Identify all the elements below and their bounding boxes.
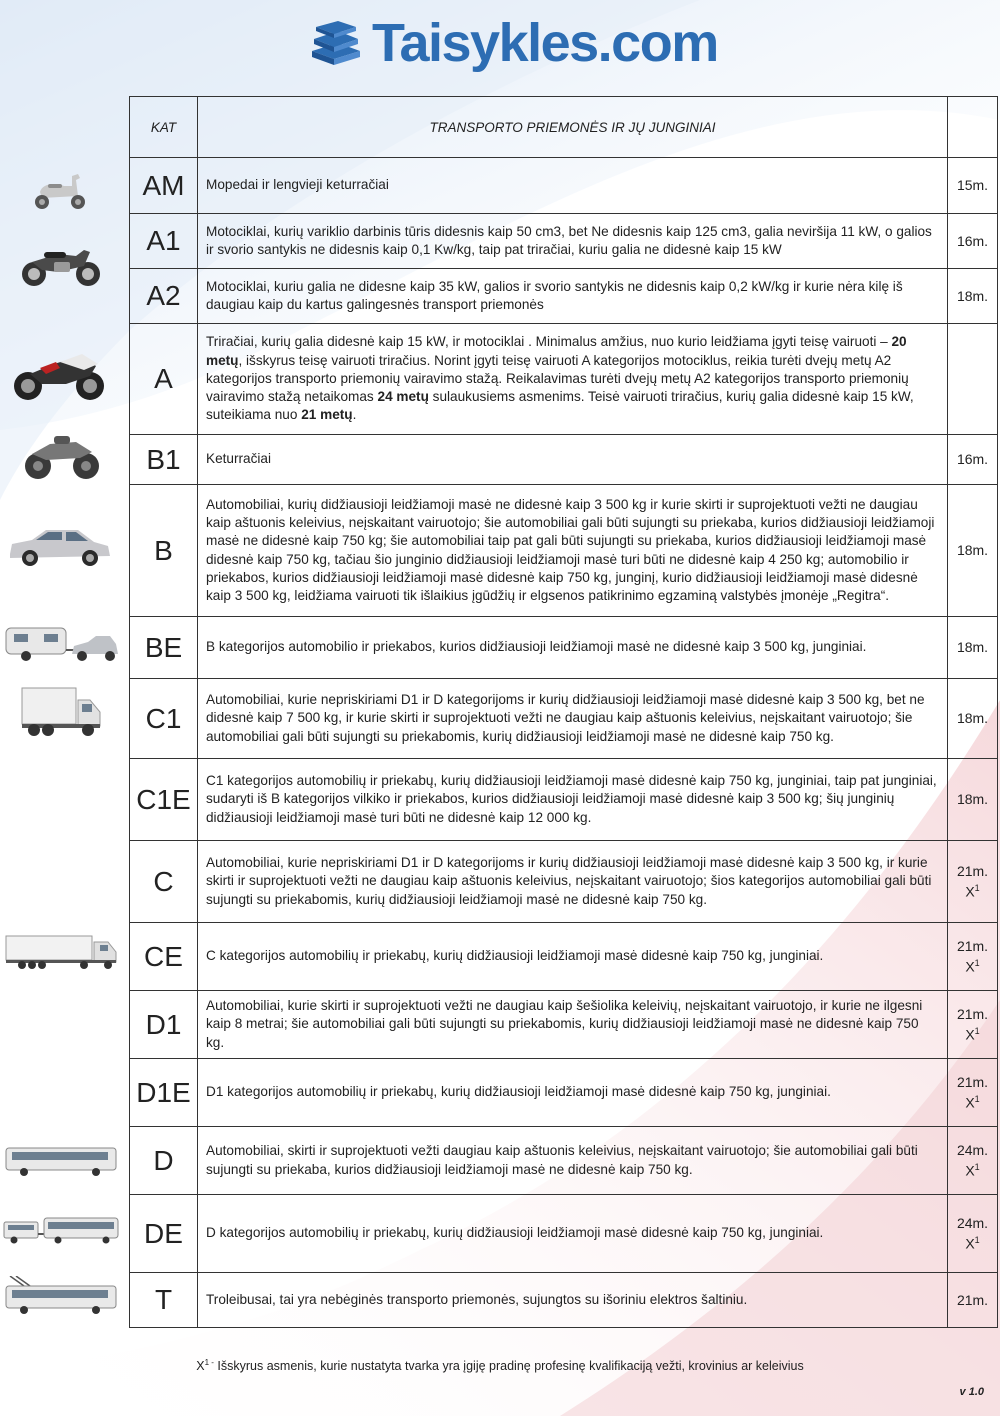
exception-superscript: 1	[974, 1025, 980, 1036]
age-value: 18m.	[956, 791, 989, 807]
car-caravan-icon	[4, 624, 120, 664]
bus-icon	[4, 1146, 118, 1178]
exception-superscript: 1	[974, 1161, 980, 1172]
age-value: 21m.	[956, 937, 989, 954]
category-description: Mopedai ir lengvieji keturračiai	[198, 158, 948, 214]
minimum-age	[948, 1059, 998, 1127]
category-code: DE	[130, 1195, 198, 1273]
category-description: D1 kategorijos automobilių ir priekabų, kurių didžiausioji leidžiamoji masė didesnė kaip 750 kg, junginiai.	[198, 1059, 948, 1127]
brand-logo[interactable]	[308, 10, 718, 76]
age-value: 21m.	[956, 1005, 989, 1022]
exception-marker: X	[965, 958, 975, 975]
footnote-text: Išskyrus asmenis, kurie nustatyta tvarka yra įgiję pradinę profesinę kvalifikaciją vežti, krovinius ar keleivius	[213, 1359, 804, 1374]
table-row	[130, 485, 998, 617]
quad-icon	[20, 432, 104, 482]
table-row	[130, 1127, 998, 1195]
category-description: Automobiliai, kurie skirti ir suprojektuoti vežti ne daugiau kaip šešiolika keleivių, neįskaitant vairuotojo, ir kurie ne ilgesni kaip 8 metrai; šie automobiliai gali būti sujungti su priekabomis, kurių didžiausioji leidžiamoji masė ne didesnė kaip 750 kg.	[198, 991, 948, 1059]
exception-marker: X	[965, 1162, 975, 1179]
motorcycle-icon	[18, 240, 104, 290]
category-description: C kategorijos automobilių ir priekabų, kurių didžiausioji leidžiamoji masė didesnė kaip 750 kg, junginiai.	[198, 923, 948, 991]
description-text: .	[352, 407, 357, 423]
category-code: AM	[130, 158, 198, 214]
table-row	[130, 1059, 998, 1127]
semi-truck-icon	[4, 934, 118, 970]
minimum-age	[948, 324, 998, 435]
minimum-age	[948, 435, 998, 485]
exception-superscript: 1	[974, 1234, 980, 1245]
table-row	[130, 841, 998, 923]
table-row	[130, 158, 998, 214]
category-description: Motociklai, kuriu galia ne didesne kaip 35 kW, galios ir svorio santykis ne didesnis kaip 0,2 kW/kg ir kurie nėra kilę iš daugiau kaip du kartus galingesnės transport priemonės	[198, 269, 948, 324]
minimum-age	[948, 1195, 998, 1273]
table-header-row	[130, 97, 998, 158]
table-row	[130, 1273, 998, 1328]
category-code: C	[130, 841, 198, 923]
category-description: B kategorijos automobilio ir priekabos, kurios didžiausioji leidžiamoji masė ne didesnė kaip 3 500 kg, junginiai.	[198, 617, 948, 679]
minimum-age	[948, 759, 998, 841]
age-value: 18m.	[956, 639, 989, 655]
category-code: D1E	[130, 1059, 198, 1127]
description-text: sulaukusiems asmenims. Teisė vairuoti triračius, kurių galia didesnė kaip 15 kW, suteikiama nuo	[206, 389, 914, 423]
category-code: CE	[130, 923, 198, 991]
brand-name: Taisykles.com	[372, 13, 718, 73]
age-value: 15m.	[956, 177, 989, 193]
minimum-age	[948, 269, 998, 324]
header-category: KAT	[130, 97, 198, 158]
category-description: Automobiliai, kurių didžiausioji leidžiamoji masė ne didesnė kaip 3 500 kg ir kurie skirti ir suprojektuoti vežti ne daugiau kaip aštuonis keleivius, neįskaitant vairuotojo; šie automobiliai gali būti sujungti su priekaba, kurios didžiausioji leidžiamoji masė ne didesnė kaip 750 kg; šie automobiliai taip pat gali būti sujungti su priekaba, kurios didžiausioji leidžiamoji masė didesnė kaip 750 kg, tačiau šio junginio didžiausioji leidžiamoji masė turi būti ne didesnė kaip 4 250 kg; automobilio ir priekabos, kurios didžiausioji leidžiamoji masė didesnė kaip 750 kg, junginį, kurio didžiausioji leidžiamoji masė didesnė kaip 3 500 kg, leidžiama vairuoti tik išlaikius įgūdžių ir elgsenos patikrinimo egzaminą valstybės įmonėje „Regitra“.	[198, 485, 948, 617]
description-emphasis: 21 metų	[301, 407, 353, 423]
minimum-age	[948, 679, 998, 759]
age-value: 18m.	[956, 287, 989, 304]
age-value: 16m.	[956, 232, 989, 249]
age-value: 18m.	[956, 710, 989, 726]
age-value: 18m.	[956, 542, 989, 558]
age-value: 21m.	[956, 862, 989, 879]
exception-superscript: 1	[974, 957, 980, 968]
category-code: D	[130, 1127, 198, 1195]
age-value: 21m.	[956, 1073, 989, 1090]
age-value: 16m.	[956, 451, 989, 467]
minimum-age	[948, 617, 998, 679]
header-age	[948, 97, 998, 158]
category-description: D kategorijos automobilių ir priekabų, kurių didžiausioji leidžiamoji masė didesnė kaip 750 kg, junginiai.	[198, 1195, 948, 1273]
exception-marker: X	[965, 1094, 975, 1111]
minimum-age	[948, 485, 998, 617]
header-description: TRANSPORTO PRIEMONĖS IR JŲ JUNGINIAI	[198, 97, 948, 158]
exception-marker: X	[965, 1235, 975, 1252]
trolleybus-icon	[4, 1276, 118, 1316]
category-description	[198, 324, 948, 435]
table-row	[130, 269, 998, 324]
category-code: D1	[130, 991, 198, 1059]
category-description: Automobiliai, skirti ir suprojektuoti vežti daugiau kaip aštuonis keleivius, neįskaitant vairuotojo; šie automobiliai gali būti sujungti su priekaba, kurios didžiausioji leidžiamoji masė ne didesnė kaip 750 kg.	[198, 1127, 948, 1195]
table-row	[130, 759, 998, 841]
category-code: A1	[130, 214, 198, 269]
minimum-age	[948, 1273, 998, 1328]
minimum-age	[948, 923, 998, 991]
table-row	[130, 435, 998, 485]
footnote-superscript: 1 -	[204, 1358, 214, 1367]
minimum-age	[948, 841, 998, 923]
category-code: B1	[130, 435, 198, 485]
age-value: 21m.	[956, 1291, 989, 1308]
minimum-age	[948, 158, 998, 214]
category-description: C1 kategorijos automobilių ir priekabų, kurių didžiausioji leidžiamoji masė didesnė kaip 750 kg, junginiai, taip pat junginiai, sudaryti iš B kategorijos vilkiko ir priekabos, kurios didžiausioji leidžiamoji masė didesnė kaip 3 500 kg; šių junginių didžiausioji leidžiamoji masė turi būti ne didesnė kaip 12 000 kg.	[198, 759, 948, 841]
category-description: Keturračiai	[198, 435, 948, 485]
books-icon	[308, 21, 364, 65]
truck-icon	[20, 684, 102, 740]
sport-motorcycle-icon	[10, 346, 108, 404]
minimum-age	[948, 1127, 998, 1195]
category-code: A2	[130, 269, 198, 324]
category-code: BE	[130, 617, 198, 679]
exception-superscript: 1	[974, 1093, 980, 1104]
description-emphasis: 20 metų	[206, 334, 907, 368]
bus-trailer-icon	[2, 1216, 120, 1246]
category-code: C1E	[130, 759, 198, 841]
exception-superscript: 1	[974, 882, 980, 893]
category-code: C1	[130, 679, 198, 759]
minimum-age	[948, 991, 998, 1059]
scooter-icon	[28, 170, 92, 212]
category-description: Motociklai, kurių variklio darbinis tūris didesnis kaip 50 cm3, bet Ne didesnis kaip 125 cm3, galia neviršija 11 kW, o galios ir svorio santykis ne didesnis kaip 0,1 Kw/kg, taip pat triračiai, kuriu galia ne didesnė kaip 15 kW	[198, 214, 948, 269]
table-row	[130, 991, 998, 1059]
car-icon	[6, 522, 114, 570]
table-row	[130, 617, 998, 679]
category-description: Automobiliai, kurie nepriskiriami D1 ir D kategorijoms ir kurių didžiausioji leidžiamoji masė didesnė kaip 3 500 kg, ir kurie skirti ir suprojektuoti vežti ne daugiau kaip aštuonis keleivius, neįskaitant vairuotojo; šios kategorijos automobiliai gali būti sujungti su priekabomis, kurių didžiausioji leidžiamoji masė ne didesnė kaip 750 kg.	[198, 841, 948, 923]
categories-table	[129, 96, 998, 1328]
table-row	[130, 679, 998, 759]
description-text: Triračiai, kurių galia didesnė kaip 15 kW, ir motociklai . Minimalus amžius, nuo kurio leidžiama įgyti teisę vairuoti –	[206, 334, 892, 350]
minimum-age	[948, 214, 998, 269]
table-row	[130, 923, 998, 991]
category-code: A	[130, 324, 198, 435]
exception-marker: X	[965, 1026, 975, 1043]
footnote-marker: X	[196, 1359, 205, 1374]
table-row	[130, 324, 998, 435]
table-row	[130, 1195, 998, 1273]
footnote	[0, 1358, 1000, 1373]
table-row	[130, 214, 998, 269]
description-emphasis: 24 metų	[377, 389, 429, 405]
description-text: , išskyrus teisę vairuoti triračius. Norint įgyti teisę vairuoti A kategorijos motociklus, reikia turėti dvejų metų A2 kategorijos transporto priemonių vairavimo stažą. Reikalavimas turėti dvejų metų A2 kategorijos transporto priemonių vairavimo stažą netaikomas	[206, 352, 909, 405]
category-description: Automobiliai, kurie nepriskiriami D1 ir D kategorijoms ir kurių didžiausioji leidžiamoji masė didesnė kaip 3 500 kg, bet ne didesnė kaip 7 500 kg, ir kurie skirti ir suprojektuoti vežti ne daugiau kaip aštuonis keleivius, neįskaitant vairuotojo; šie automobiliai gali būti sujungti su priekabomis, kurių didžiausioji leidžiamoji masė ne didesnė kaip 750 kg.	[198, 679, 948, 759]
age-value: 24m.	[956, 1214, 989, 1231]
category-code: T	[130, 1273, 198, 1328]
age-value: 24m.	[956, 1141, 989, 1158]
exception-marker: X	[965, 883, 975, 900]
version-label: v 1.0	[959, 1386, 984, 1398]
category-description: Troleibusai, tai yra nebėginės transporto priemonės, sujungtos su išoriniu elektros šaltiniu.	[198, 1273, 948, 1328]
category-code: B	[130, 485, 198, 617]
